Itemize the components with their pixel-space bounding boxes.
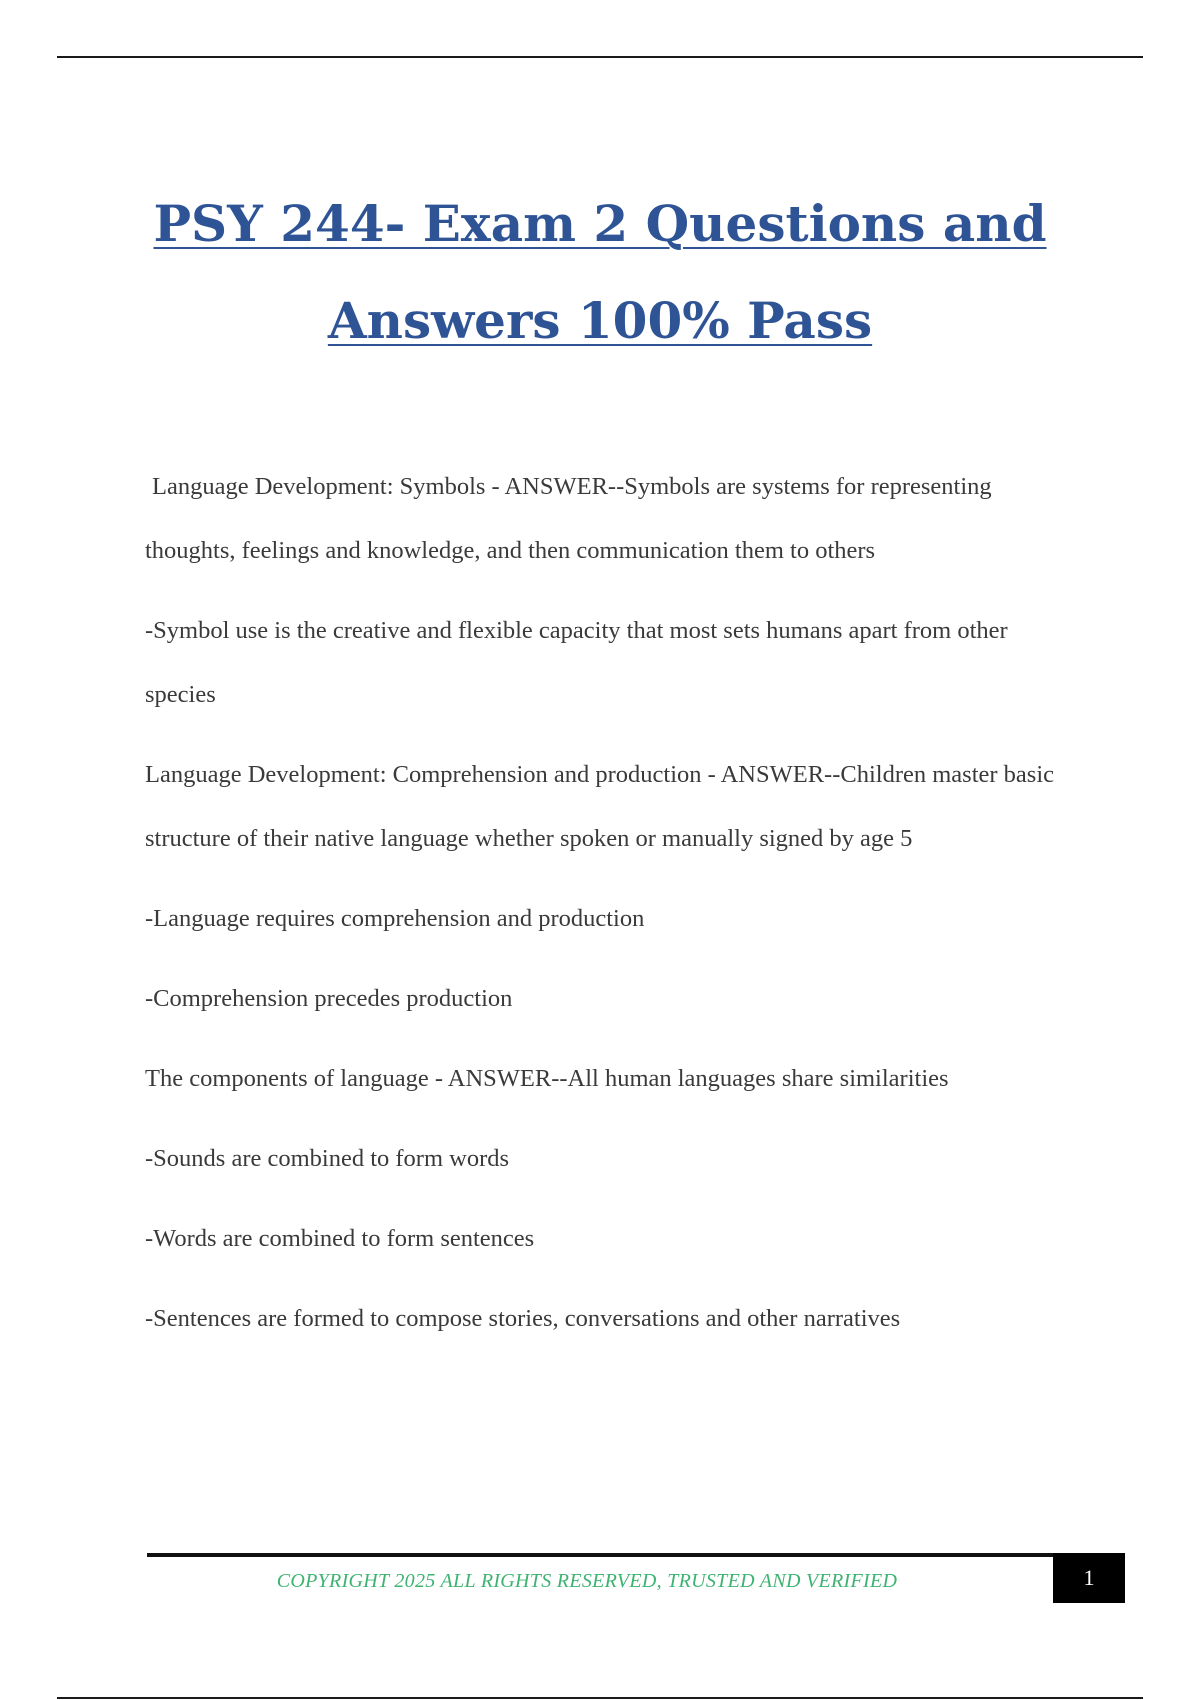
footer-rule	[147, 1553, 1053, 1557]
document-body	[145, 455, 1060, 1367]
paragraph: -Comprehension precedes production	[145, 985, 513, 1012]
paragraph: -Symbol use is the creative and flexible capacity that most sets humans apart from other species	[145, 617, 1008, 708]
title-line-2: Answers 100% Pass	[327, 291, 873, 350]
title-line-1: PSY 244- Exam 2 Questions and	[153, 194, 1047, 253]
paragraph: The components of language - ANSWER--All human languages share similarities	[145, 1065, 949, 1092]
bottom-rule	[57, 1697, 1143, 1699]
document-title	[100, 175, 1100, 369]
top-rule	[57, 56, 1143, 58]
page-number: 1	[1053, 1553, 1125, 1603]
paragraph: -Sounds are combined to form words	[145, 1145, 510, 1172]
paragraph: -Words are combined to form sentences	[145, 1225, 535, 1252]
paragraph: Language Development: Symbols - ANSWER--Symbols are systems for representing thoughts, feelings and knowledge, and then communication them to others	[145, 473, 992, 564]
footer-copyright: COPYRIGHT 2025 ALL RIGHTS RESERVED, TRUSTED AND VERIFIED	[276, 1570, 898, 1592]
paragraph: -Sentences are formed to compose stories, conversations and other narratives	[145, 1305, 901, 1332]
paragraph: Language Development: Comprehension and production - ANSWER--Children master basic structure of their native language whether spoken or manually signed by age 5	[145, 761, 1055, 852]
paragraph: -Language requires comprehension and production	[145, 905, 645, 932]
